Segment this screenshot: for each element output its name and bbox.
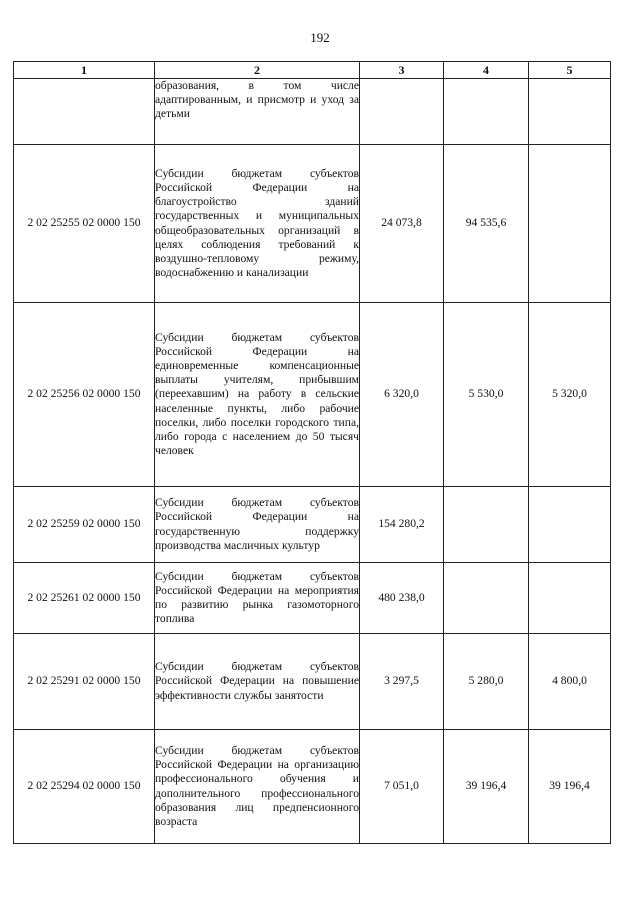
amount-col5-cell: 4 800,0 xyxy=(529,634,611,730)
table-row xyxy=(14,730,611,844)
budget-code-cell: 2 02 25255 02 0000 150 xyxy=(14,145,155,303)
amount-col3-cell: 3 297,5 xyxy=(360,634,444,730)
amount-col4-cell: 39 196,4 xyxy=(444,730,529,844)
amount-col4-cell xyxy=(444,563,529,634)
table-row xyxy=(14,303,611,487)
budget-code-cell: 2 02 25259 02 0000 150 xyxy=(14,487,155,563)
description-cell: Субсидии бюджетам субъектов Российской Федерации на единовременные компенсационные выплаты учителям, прибывшим (переехавшим) на работу в сельские населенные пункты, либо рабочие поселки, либо поселки городского типа, либо города с населением до 50 тысяч человек xyxy=(155,303,360,487)
amount-col4-cell xyxy=(444,487,529,563)
table-row xyxy=(14,145,611,303)
column-header-4: 4 xyxy=(444,62,529,79)
amount-col3-cell: 154 280,2 xyxy=(360,487,444,563)
description-cell: Субсидии бюджетам субъектов Российской Федерации на мероприятия по развитию рынка газомоторного топлива xyxy=(155,563,360,634)
column-header-1: 1 xyxy=(14,62,155,79)
table-row xyxy=(14,487,611,563)
table-row xyxy=(14,634,611,730)
description-cell: Субсидии бюджетам субъектов Российской Федерации на государственную поддержку производства масличных культур xyxy=(155,487,360,563)
amount-col5-cell: 5 320,0 xyxy=(529,303,611,487)
table-row xyxy=(14,79,611,145)
description-cell: Субсидии бюджетам субъектов Российской Федерации на организацию профессионального обучения и дополнительного профессионального образования лиц предпенсионного возраста xyxy=(155,730,360,844)
amount-col3-cell: 24 073,8 xyxy=(360,145,444,303)
page-number: 192 xyxy=(310,30,330,45)
column-header-2: 2 xyxy=(155,62,360,79)
amount-col5-cell xyxy=(529,79,611,145)
amount-col3-cell: 480 238,0 xyxy=(360,563,444,634)
amount-col3-cell: 6 320,0 xyxy=(360,303,444,487)
amount-col3-cell: 7 051,0 xyxy=(360,730,444,844)
budget-code-cell: 2 02 25261 02 0000 150 xyxy=(14,563,155,634)
table-row xyxy=(14,563,611,634)
budget-code-cell: 2 02 25294 02 0000 150 xyxy=(14,730,155,844)
column-header-5: 5 xyxy=(529,62,611,79)
amount-col5-cell xyxy=(529,145,611,303)
amount-col5-cell xyxy=(529,563,611,634)
amount-col4-cell: 94 535,6 xyxy=(444,145,529,303)
amount-col5-cell: 39 196,4 xyxy=(529,730,611,844)
budget-code-cell: 2 02 25256 02 0000 150 xyxy=(14,303,155,487)
description-cell: образования, в том числе адаптированным, и присмотр и уход за детьми xyxy=(155,79,360,145)
amount-col4-cell xyxy=(444,79,529,145)
amount-col3-cell xyxy=(360,79,444,145)
amount-col4-cell: 5 280,0 xyxy=(444,634,529,730)
table-header-row xyxy=(14,62,611,79)
budget-code-cell: 2 02 25291 02 0000 150 xyxy=(14,634,155,730)
description-cell: Субсидии бюджетам субъектов Российской Федерации на повышение эффективности службы занятости xyxy=(155,634,360,730)
amount-col5-cell xyxy=(529,487,611,563)
column-header-3: 3 xyxy=(360,62,444,79)
amount-col4-cell: 5 530,0 xyxy=(444,303,529,487)
budget-code-cell xyxy=(14,79,155,145)
budget-table xyxy=(13,61,611,844)
description-cell: Субсидии бюджетам субъектов Российской Федерации на благоустройство зданий государственных и муниципальных общеобразовательных организаций в целях соблюдения требований к воздушно-тепловому режиму, водоснабжению и канализации xyxy=(155,145,360,303)
